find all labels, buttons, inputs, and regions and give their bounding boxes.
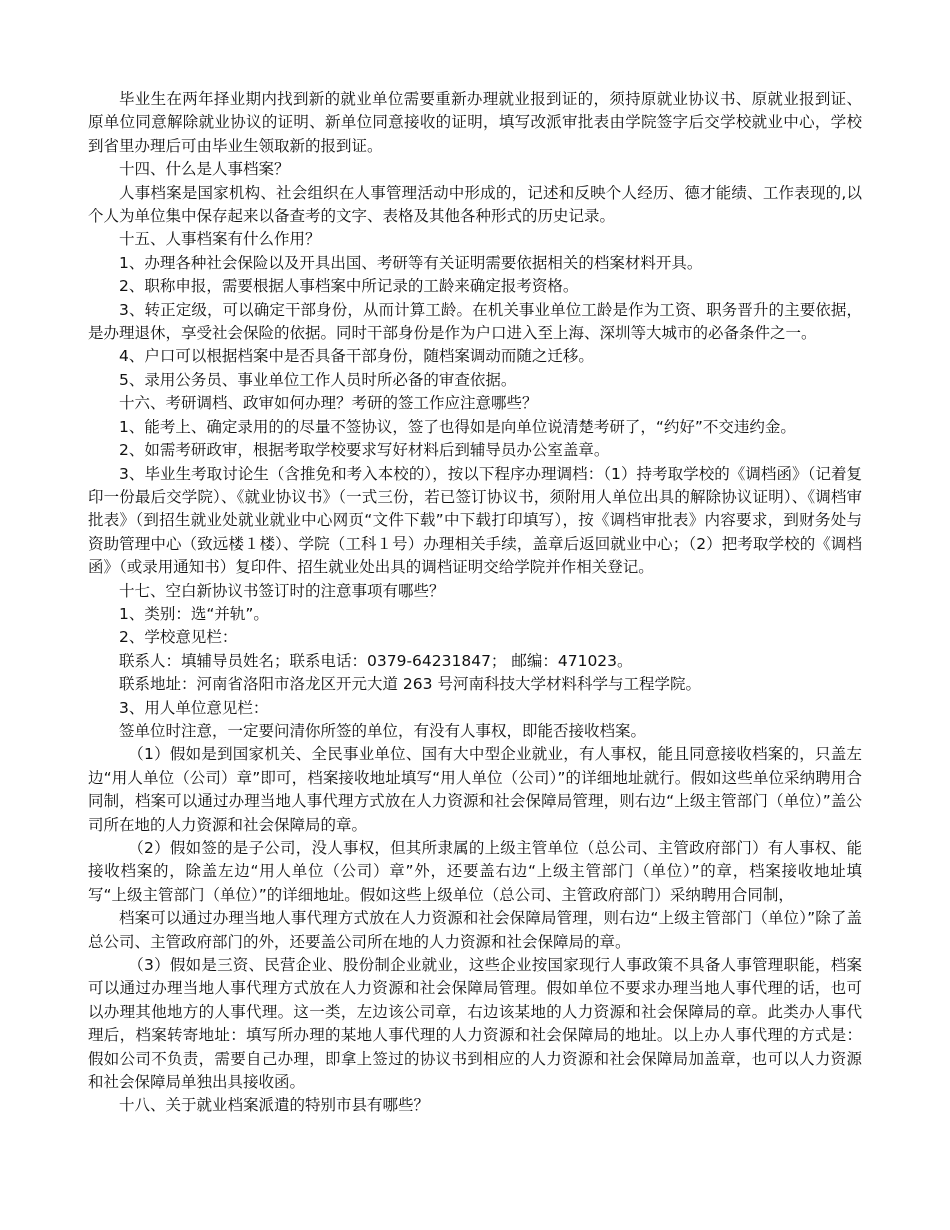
list-item-file-use-2: 2、职称申报，需要根据人事档案中所记录的工龄来确定报考资格。 [119, 277, 579, 296]
list-item-agreement-2: 2、学校意见栏： [119, 628, 238, 647]
heading-question-16: 十六、考研调档、政审如何办理？考研的签工作应注意哪些？ [119, 394, 538, 413]
list-item-agreement-3: 3、用人单位意见栏： [119, 698, 269, 717]
paragraph-signing-note: 签单位时注意，一定要问清你所签的单位，有没有人事权，即能否接收档案。 [119, 721, 647, 740]
list-item-file-use-3: 3、转正定级，可以确定干部身份，从而计算工龄。在机关事业单位工龄是作为工资、职务晋升的主要依据，是办理退休，享受社会保险的依据。同时干部身份是作为户口进入至上海、深圳等大城市的必备条件之一。 [88, 300, 862, 343]
contact-info-line: 联系人：填辅导员姓名；联系电话：0379-64231847； 邮编：471023。 [119, 651, 633, 670]
heading-question-17: 十七、空白新协议书签订时的注意事项有哪些？ [119, 581, 445, 600]
paragraph-case-2-continued: 档案可以通过办理当地人事代理方式放在人力资源和社会保障局管理，则右边“上级主管部门（单位）”除了盖总公司、主管政府部门的外，还要盖公司所在地的人力资源和社会保障局的章。 [88, 909, 862, 951]
list-item-agreement-1: 1、类别：选“并轨”。 [119, 604, 269, 623]
paragraph-personnel-file-definition: 人事档案是国家机构、社会组织在人事管理活动中形成的，记述和反映个人经历、德才能绩、工作表现的,以个人为单位集中保存起来以备查考的文字、表格及其他各种形式的历史记录。 [88, 183, 862, 226]
paragraph-case-1: （1）假如是到国家机关、全民事业单位、国有大中型企业就业，有人事权，能且同意接收档案的，只盖左边“用人单位（公司）章”即可，档案接收地址填写“用人单位（公司）”的详细地址就行。假如这些单位采纳聘用合同制，档案可以通过办理当地人事代理方式放在人力资源和社会保障局管理，则右边“上级主管部门（单位）”盖公司所在地的人力资源和社会保障局的章。 [88, 745, 862, 834]
list-item-exam-2: 2、如需考研政审，根据考取学校要求写好材料后到辅导员办公室盖章。 [119, 441, 610, 460]
paragraph-case-3: （3）假如是三资、民营企业、股份制企业就业，这些企业按国家现行人事政策不具备人事管理职能，档案可以通过办理当地人事代理方式放在人力资源和社会保障局管理。假如单位不要求办理当地人事代理的话，也可以办理其他地方的人事代理。这一类，左边该公司章，右边该某地的人力资源和社会保障局的章。此类办人事代理后，档案转寄地址：填写所办理的某地人事代理的人力资源和社会保障局的地址。以上办人事代理的方式是：假如公司不负责，需要自己办理，即拿上签过的协议书到相应的人力资源和社会保障局加盖章，也可以人力资源和社会保障局单独出具接收函。 [88, 956, 862, 1092]
contact-address-line: 联系地址：河南省洛阳市洛龙区开元大道 263 号河南科技大学材料科学与工程学院。 [119, 675, 701, 694]
list-item-exam-1: 1、能考上、确定录用的的尽量不签协议，签了也得如是向单位说清楚考研了，“约好”不交违约金。 [119, 417, 796, 436]
paragraph-reissue-certificate: 毕业生在两年择业期内找到新的就业单位需要重新办理就业报到证的，须持原就业协议书、原就业报到证、原单位同意解除就业协议的证明、新单位同意接收的证明，填写改派审批表由学院签字后交学校就业中心，学校到省里办理后可由毕业生领取新的报到证。 [88, 90, 862, 155]
heading-question-15: 十五、人事档案有什么作用？ [119, 230, 321, 249]
list-item-file-use-4: 4、户口可以根据档案中是否具备干部身份，随档案调动而随之迁移。 [119, 347, 594, 366]
list-item-file-use-5: 5、录用公务员、事业单位工作人员时所必备的审查依据。 [119, 370, 517, 389]
list-item-exam-3: 3、毕业生考取讨论生（含推免和考入本校的），按以下程序办理调档：（1）持考取学校的《调档函》（记着复印一份最后交学院）、《就业协议书》（一式三份，若已签订协议书，须附用人单位出具的解除协议证明）、《调档审批表》（到招生就业处就业就业中心网页“文件下载”中下载打印填写），按《调档审批表》内容要求，到财务处与资助管理中心（致远楼１楼）、学院（工科１号）办理相关手续，盖章后返回就业中心；（2）把考取学校的《调档函》（或录用通知书）复印件、招生就业处出具的调档证明交给学院并作相关登记。 [88, 464, 862, 577]
heading-question-14: 十四、什么是人事档案？ [119, 160, 290, 179]
list-item-file-use-1: 1、办理各种社会保险以及开具出国、考研等有关证明需要依据相关的档案材料开具。 [119, 253, 703, 272]
paragraph-case-2: （2）假如签的是子公司，没人事权，但其所隶属的上级主管单位（总公司、主管政府部门）有人事权、能接收档案的，除盖左边“用人单位（公司）章”外，还要盖右边“上级主管部门（单位）”的章，档案接收地址填写“上级主管部门（单位）”的详细地址。假如这些上级单位（总公司、主管政府部门）采纳聘用合同制， [88, 839, 862, 904]
heading-question-18: 十八、关于就业档案派遣的特别市县有哪些？ [119, 1096, 430, 1115]
